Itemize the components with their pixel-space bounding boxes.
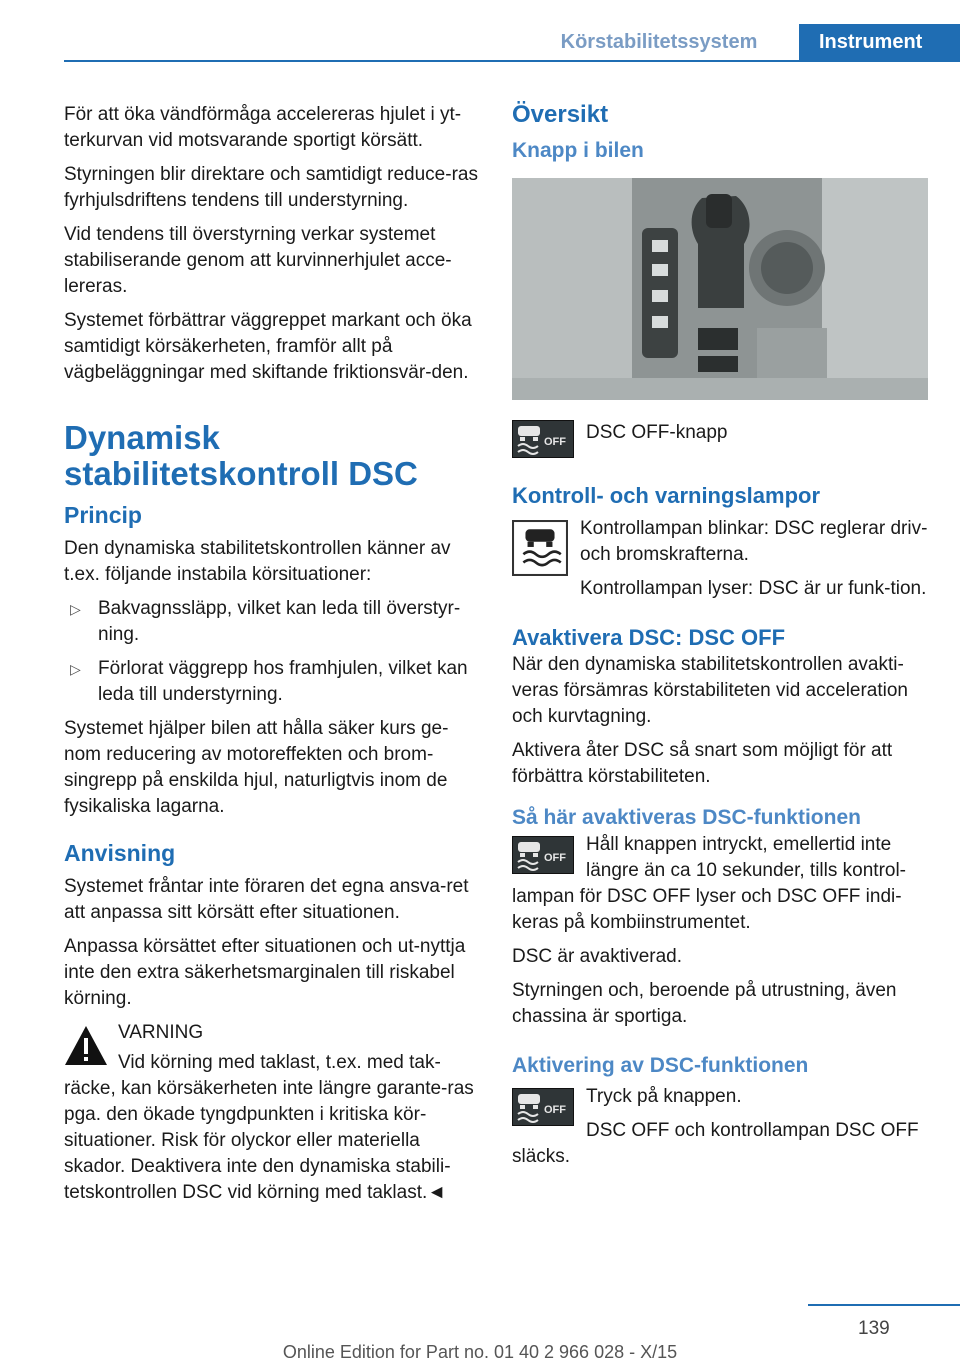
paragraph: Anpassa körsättet efter situationen och ut-nyttja inte den extra säkerhetsmarginalen till riskabel körning. (64, 936, 466, 1009)
header-rule (64, 60, 960, 62)
dsc-off-icon (512, 420, 574, 458)
paragraph: Vid tendens till överstyrning verkar systemet stabiliserande genom att kurvinnerhjulet acce-lereras. (64, 224, 452, 297)
aktivering-heading: Aktivering av DSC-funktionen (512, 1054, 809, 1077)
paragraph: Tryck på knappen. (586, 1086, 742, 1107)
chapter-tab: Instrument (799, 24, 960, 62)
dsc-warning-lamp-icon (512, 520, 568, 576)
warning-block (64, 1020, 478, 1214)
warning-triangle-icon (64, 1024, 108, 1068)
princip-heading: Princip (64, 502, 142, 528)
center-console-photo (512, 178, 928, 400)
princip-text: Den dynamiska stabilitetskontrollen känner av t.ex. följande instabila körsituationer: (64, 538, 451, 585)
anvisning-heading: Anvisning (64, 840, 176, 866)
paragraph: När den dynamiska stabilitetskontrollen avakti-veras försämras körstabiliteten vid acceleration och kurvtagning. (512, 654, 909, 727)
page-number: 139 (858, 1318, 890, 1339)
svg-text:OFF: OFF (544, 436, 566, 448)
list-item: ▷ Bakvagnssläpp, vilket kan leda till överstyr-ning. (70, 598, 461, 645)
sahar-block (512, 832, 930, 936)
triangle-bullet-icon: ▷ (70, 601, 81, 617)
avaktivera-heading: Avaktivera DSC: DSC OFF (512, 625, 786, 650)
sahar-heading: Så här avaktiveras DSC-funktionen (512, 806, 861, 829)
paragraph: För att öka vändförmåga accelereras hjulet i yt-terkurvan vid motsvarande sportigt körsätt. (64, 104, 462, 151)
paragraph: Systemet fråntar inte föraren det egna ansva-ret att anpassa sitt körsätt efter situationen. (64, 876, 469, 923)
paragraph: Systemet hjälper bilen att hålla säker kurs ge-nom reducering av motoreffekten och brom-singrepp på enskilda hjul, naturligtvis inom de fysikaliska lagarna. (64, 718, 449, 817)
paragraph: Systemet förbättrar väggreppet markant och öka samtidigt körsäkerheten, framför allt på vägbeläggningar med skiftande friktionsvär-den. (64, 310, 472, 383)
dsc-off-button-label: DSC OFF-knapp (586, 422, 728, 443)
svg-text:OFF: OFF (544, 852, 566, 864)
knapp-heading: Knapp i bilen (512, 139, 644, 162)
right-column (512, 102, 930, 1178)
bullet-list (64, 596, 478, 708)
paragraph: DSC OFF och kontrollampan DSC OFF släcks. (512, 1120, 919, 1167)
warning-text: Vid körning med taklast, t.ex. med tak-räcke, kan körsäkerheten inte längre garante-ras pga. den ökade tyngdpunkten i kritiska kör-situationer. Risk för olyckor eller materiella skador. Deaktivera inte den dynamiska stabili-tetskontrollen DSC vid körning med taklast.◄ (64, 1052, 474, 1203)
lampor-heading: Kontroll- och varningslampor (512, 483, 821, 508)
triangle-bullet-icon: ▷ (70, 661, 81, 677)
page-header (64, 24, 960, 62)
footer-rule (808, 1304, 960, 1306)
oversikt-heading: Översikt (512, 101, 609, 128)
section-title: Körstabilitetssystem (560, 31, 758, 53)
paragraph: Kontrollampan lyser: DSC är ur funk-tion. (580, 578, 927, 599)
aktivering-block (512, 1084, 930, 1170)
paragraph: Aktivera åter DSC så snart som möjligt för att förbättra körstabiliteten. (512, 740, 893, 787)
paragraph: Styrningen blir direktare och samtidigt reduce-ras fyrhjulsdriftens tendens till understyrning. (64, 164, 478, 211)
dsc-off-icon (512, 1088, 574, 1126)
lampor-block (512, 516, 930, 602)
paragraph: DSC är avaktiverad. (512, 946, 683, 967)
paragraph: Håll knappen intryckt, emellertid inte längre än ca 10 sekunder, tills kontrol-lampan för DSC OFF lyser och DSC OFF indi-keras på kombiinstrumentet. (512, 834, 907, 933)
dsc-off-icon (512, 836, 574, 874)
dsc-off-button-row (512, 416, 930, 460)
chapter-heading: Dynamisk stabilitetskontroll DSC (64, 419, 418, 492)
left-column (64, 102, 478, 1214)
warning-label: VARNING (118, 1022, 204, 1043)
paragraph: Kontrollampan blinkar: DSC reglerar driv- och bromskrafterna. (580, 518, 928, 565)
edition-note: Online Edition for Part no. 01 40 2 966 028 - X/15 (282, 1342, 678, 1362)
svg-text:OFF: OFF (544, 1104, 566, 1116)
paragraph: Styrningen och, beroende på utrustning, även chassina är sportiga. (512, 980, 897, 1027)
list-item: ▷ Förlorat väggrepp hos framhjulen, vilket kan leda till understyrning. (70, 658, 468, 705)
